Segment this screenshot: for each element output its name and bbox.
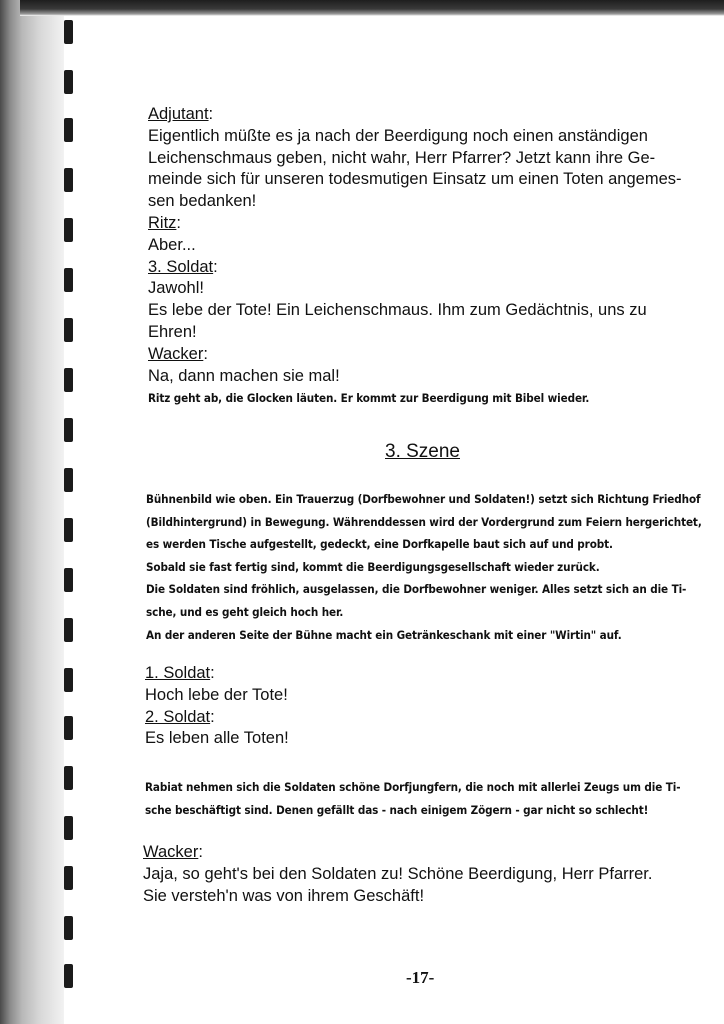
- speaker-name: Wacker: [148, 344, 204, 363]
- script-page: [148, 104, 708, 410]
- scene-heading: 3. Szene: [385, 441, 460, 462]
- binding-hole: [64, 816, 73, 840]
- stage-direction-line: Sobald sie fast fertig sind, kommt die Beerdigungsgesellschaft wieder zurück.: [146, 559, 600, 574]
- binding-hole: [64, 518, 73, 542]
- dialogue-line: Hoch lebe der Tote!: [145, 685, 288, 704]
- stage-directions-block: [146, 488, 706, 646]
- speaker-name: 2. Soldat: [145, 707, 211, 726]
- speaker-name: 1. Soldat: [145, 664, 211, 682]
- stage-direction-line: Rabiat nehmen sich die Soldaten schöne Dorfjungfern, die noch mit allerlei Zeugs um die Ti-: [145, 780, 681, 794]
- binding-hole: [64, 368, 73, 392]
- speaker-name: Wacker: [143, 843, 199, 861]
- dialogue-line: Leichenschmaus geben, nicht wahr, Herr Pfarrer? Jetzt kann ihre Ge-: [148, 148, 656, 167]
- speaker-line: Ritz:: [148, 213, 182, 232]
- stage-direction-line: es werden Tische aufgestellt, gedeckt, eine Dorfkapelle baut sich auf und probt.: [146, 537, 613, 552]
- dialogue-block: [148, 104, 708, 410]
- speaker-line: Wacker:: [143, 843, 203, 861]
- scan-top-edge: [20, 0, 724, 16]
- dialogue-line: Es leben alle Toten!: [145, 729, 289, 748]
- stage-directions-block: [145, 776, 705, 821]
- stage-direction-line: sche beschäftigt sind. Denen gefällt das - nach einigem Zögern - gar nicht so schlecht!: [145, 802, 649, 817]
- speaker-line: 1. Soldat:: [145, 664, 215, 682]
- dialogue-block: [145, 663, 705, 750]
- binding-hole: [64, 916, 73, 940]
- binding-hole: [64, 964, 73, 988]
- stage-direction-line: (Bildhintergrund) in Bewegung. Währenddessen wird der Vordergrund zum Feiern hergerichtet,: [146, 514, 702, 529]
- stage-direction: Ritz geht ab, die Glocken läuten. Er kommt zur Beerdigung mit Bibel wieder.: [148, 391, 590, 406]
- binding-hole: [64, 418, 73, 442]
- binding-hole: [64, 70, 73, 94]
- binding-hole: [64, 168, 73, 192]
- binding-hole: [64, 668, 73, 692]
- binding-hole: [64, 268, 73, 292]
- binding-hole: [64, 766, 73, 790]
- speaker-line: 3. Soldat:: [148, 257, 218, 276]
- dialogue-line: Ehren!: [148, 322, 197, 341]
- speaker-name: Adjutant: [148, 105, 209, 123]
- speaker-line: Wacker:: [148, 344, 208, 363]
- dialogue-line: Jaja, so geht's bei den Soldaten zu! Schöne Beerdigung, Herr Pfarrer.: [143, 864, 653, 883]
- speaker-name: 3. Soldat: [148, 257, 214, 276]
- binding-hole: [64, 318, 73, 342]
- dialogue-line: sen bedanken!: [148, 192, 257, 211]
- binding-hole: [64, 218, 73, 242]
- binding-hole: [64, 20, 73, 44]
- dialogue-line: Jawohl!: [148, 279, 204, 298]
- binding-hole: [64, 568, 73, 592]
- binding-hole: [64, 866, 73, 890]
- binding-hole: [64, 716, 73, 740]
- dialogue-line: Aber...: [148, 235, 196, 254]
- stage-direction-line: Bühnenbild wie oben. Ein Trauerzug (Dorfbewohner und Soldaten!) setzt sich Richtung Friedhof: [146, 492, 701, 506]
- binding-strip: [0, 0, 64, 1024]
- speaker-line: 2. Soldat:: [145, 707, 215, 726]
- dialogue-line: meinde sich für unseren todesmutigen Einsatz um einen Toten angemes-: [148, 170, 682, 189]
- speaker-line: Adjutant:: [148, 105, 214, 123]
- speaker-name: Ritz: [148, 213, 177, 232]
- stage-direction-line: sche, und es geht gleich hoch her.: [146, 604, 344, 619]
- dialogue-line: Na, dann machen sie mal!: [148, 366, 340, 385]
- binding-hole: [64, 468, 73, 492]
- dialogue-line: Sie versteh'n was von ihrem Geschäft!: [143, 886, 425, 905]
- stage-direction-line: An der anderen Seite der Bühne macht ein Getränkeschank mit einer "Wirtin" auf.: [146, 627, 622, 642]
- dialogue-line: Es lebe der Tote! Ein Leichenschmaus. Ihm zum Gedächtnis, uns zu: [148, 301, 647, 320]
- dialogue-block: [143, 842, 703, 907]
- dialogue-line: Eigentlich müßte es ja nach der Beerdigung noch einen anständigen: [148, 126, 648, 145]
- page-number: -17-: [406, 968, 435, 987]
- stage-direction-line: Die Soldaten sind fröhlich, ausgelassen, die Dorfbewohner weniger. Alles setzt sich an die Ti-: [146, 582, 687, 597]
- binding-hole: [64, 118, 73, 142]
- binding-hole: [64, 618, 73, 642]
